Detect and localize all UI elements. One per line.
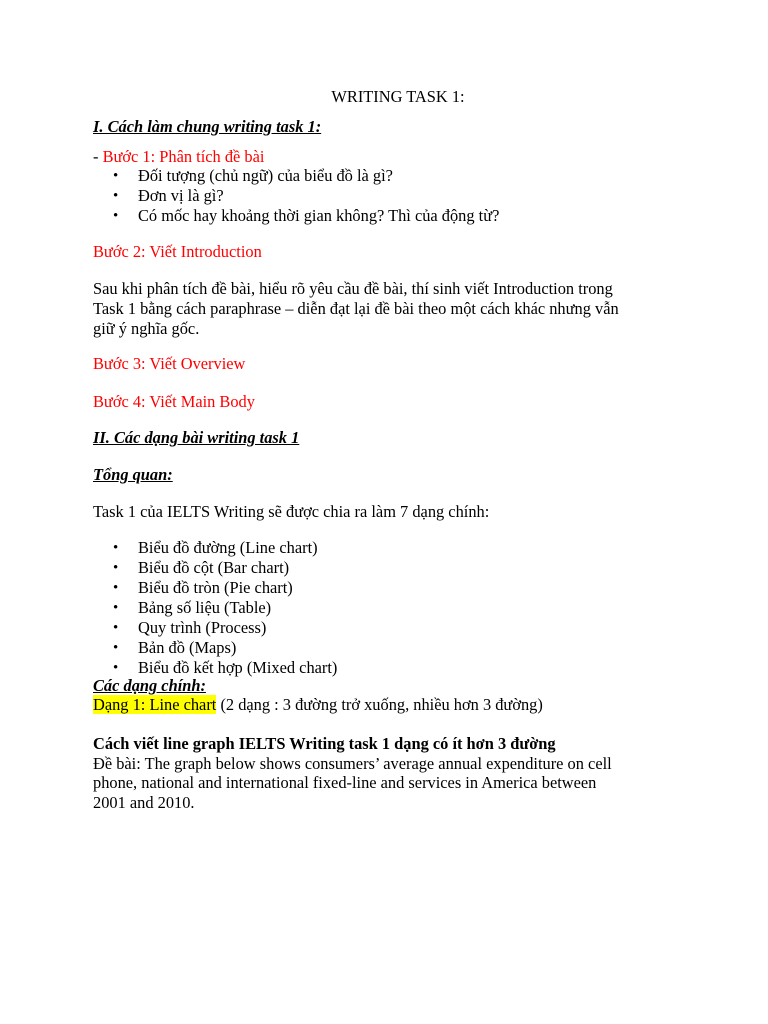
step-4-label: Bước 4: Viết Main Body <box>93 392 255 411</box>
step-1-label: Bước 1: Phân tích đề bài <box>102 147 265 166</box>
prompt-line-2: phone, national and international fixed-line and services in America between <box>93 773 597 792</box>
list-item: • Quy trình (Process) <box>113 618 337 638</box>
overview-text: Task 1 của IELTS Writing sẽ được chia ra làm 7 dạng chính: <box>93 502 490 521</box>
section-heading-general-method: I. Cách làm chung writing task 1: <box>93 117 322 136</box>
step-2-text-line-1: Sau khi phân tích đề bài, hiểu rõ yêu cầu đề bài, thí sinh viết Introduction trong <box>93 279 613 298</box>
step-2-label: Bước 2: Viết Introduction <box>93 242 262 261</box>
list-item: • Biểu đồ cột (Bar chart) <box>113 558 337 578</box>
document-title: WRITING TASK 1: <box>331 87 465 106</box>
list-item: • Có mốc hay khoảng thời gian không? Thì của động từ? <box>113 206 499 226</box>
list-item: • Đối tượng (chủ ngữ) của biểu đồ là gì? <box>113 166 499 186</box>
step-2-text-line-2: Task 1 bằng cách paraphrase – diễn đạt lại đề bài theo một cách khác nhưng vẫn <box>93 299 619 318</box>
list-item: • Đơn vị là gì? <box>113 186 499 206</box>
line-graph-heading: Cách viết line graph IELTS Writing task 1 dạng có ít hơn 3 đường <box>93 734 556 753</box>
step-2-text-line-3: giữ ý nghĩa gốc. <box>93 319 200 338</box>
section-heading-task-types: II. Các dạng bài writing task 1 <box>93 428 300 447</box>
step-1-bullet-list <box>113 166 499 226</box>
prompt-line-1: Đề bài: The graph below shows consumers’ average annual expenditure on cell <box>93 754 612 773</box>
step-3-label: Bước 3: Viết Overview <box>93 354 246 373</box>
list-item: • Bản đồ (Maps) <box>113 638 337 658</box>
list-item: • Biểu đồ kết hợp (Mixed chart) <box>113 658 337 678</box>
task-type-list <box>113 538 337 678</box>
overview-heading: Tổng quan: <box>93 465 173 484</box>
main-types-heading: Các dạng chính: <box>93 676 206 695</box>
step-1-line <box>93 147 688 167</box>
list-item: • Bảng số liệu (Table) <box>113 598 337 618</box>
type-1-description: (2 dạng : 3 đường trở xuống, nhiều hơn 3 đường) <box>216 695 543 714</box>
type-1-highlight: Dạng 1: Line chart <box>93 695 217 714</box>
step-1-prefix: - <box>93 147 103 166</box>
list-item: • Biểu đồ đường (Line chart) <box>113 538 337 558</box>
list-item: • Biểu đồ tròn (Pie chart) <box>113 578 337 598</box>
type-1-line <box>93 695 688 715</box>
prompt-line-3: 2001 and 2010. <box>93 793 195 812</box>
